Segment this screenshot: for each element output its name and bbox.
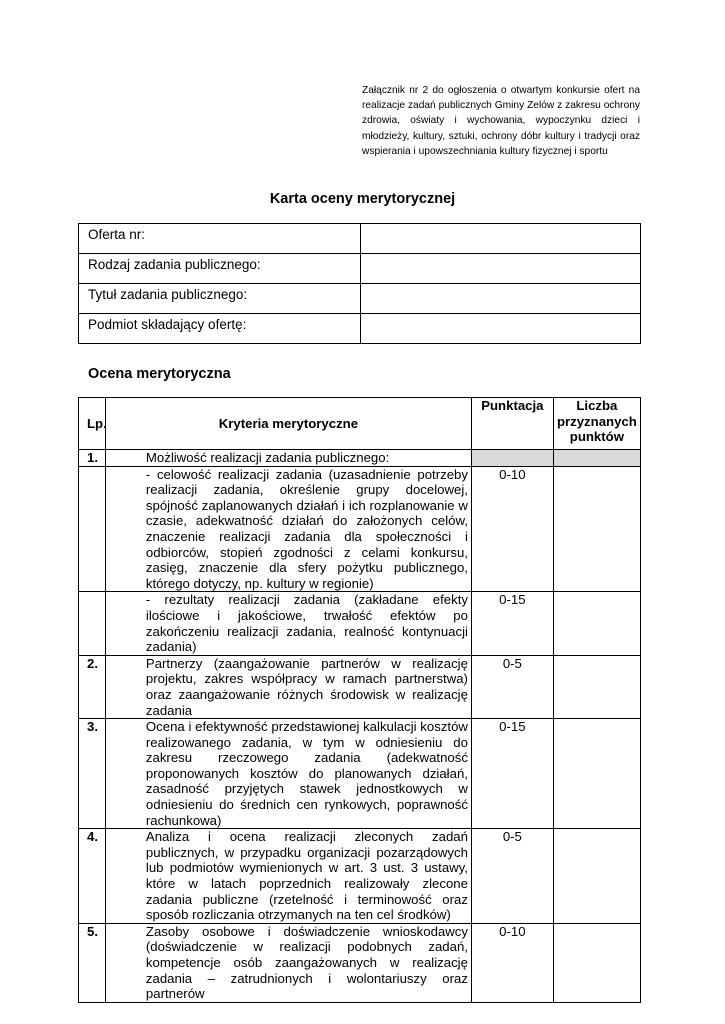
- points-range: 0-5: [471, 655, 553, 718]
- row-number-empty: [79, 592, 106, 655]
- awarded-points-field[interactable]: [553, 829, 640, 924]
- table-row: [79, 466, 641, 592]
- row-number: 2.: [79, 655, 106, 718]
- offer-number-field[interactable]: [361, 224, 641, 254]
- criterion-text: Ocena i efektywność przedstawionej kalkulacji kosztów realizowanego zadania, w tym w odniesieniu do zakresu rzeczowego zadania (adekwatność proponowanych kosztów do planowanych działań, zasadność przyjętych stawek jednostkowych w odniesieniu do średnich cen rynkowych, poprawność rachunkowa): [105, 719, 471, 829]
- section-heading: Ocena merytoryczna: [88, 366, 231, 382]
- submitting-entity-field[interactable]: [361, 314, 641, 344]
- table-row: [79, 829, 641, 924]
- criterion-text: - celowość realizacji zadania (uzasadnienie potrzeby realizacji zadania, określenie grupy docelowej, spójność zaplanowanych działań i ich rozplanowanie w czasie, adekwatność działań do założonych celów, znaczenie realizacji zadania dla społeczności i odbiorców, stopień zgodności z celami konkursu, zasięg, znaczenie dla sfery pożytku publicznego, którego dotyczy, np. kultury w regionie): [105, 466, 471, 592]
- table-row: [79, 224, 641, 254]
- points-range: 0-15: [471, 592, 553, 655]
- points-cell-disabled: [471, 450, 553, 467]
- header-lp: Lp.: [79, 398, 106, 450]
- row-number: 1.: [79, 450, 106, 467]
- criteria-table: [78, 397, 641, 1003]
- header-awarded: Liczba przyznanych punktów: [553, 398, 640, 450]
- criterion-title: Możliwość realizacji zadania publicznego:: [105, 450, 471, 467]
- points-range: 0-10: [471, 466, 553, 592]
- submitting-entity-label: Podmiot składający ofertę:: [79, 314, 361, 344]
- offer-info-table: [78, 223, 641, 344]
- table-row: [79, 719, 641, 829]
- criterion-text: Analiza i ocena realizacji zleconych zadań publicznych, w przypadku organizacji pozarządowych lub podmiotów wymienionych w art. 3 ust. 3 ustawy, które w latach poprzednich realizowały zlecone zadania publiczne (rzetelność i terminowość oraz sposób rozliczania otrzymanych na ten cel środków): [105, 829, 471, 924]
- criterion-text: Zasoby osobowe i doświadczenie wnioskodawcy (doświadczenie w realizacji podobnych zadań, kompetencje osób zaangażowanych w realizację zadania – zatrudnionych i wolontariuszy oraz partnerów: [105, 923, 471, 1002]
- points-range: 0-10: [471, 923, 553, 1002]
- offer-number-label: Oferta nr:: [79, 224, 361, 254]
- awarded-points-field[interactable]: [553, 923, 640, 1002]
- annex-note: Załącznik nr 2 do ogłoszenia o otwartym konkursie ofert na realizacje zadań publicznych Gminy Zelów z zakresu ochrony zdrowia, oświaty i wychowania, wypoczynku dzieci i młodzieży, kultury, sztuki, ochrony dóbr kultury i tradycji oraz wspierania i upowszechniania kultury fizycznej i sportu: [362, 85, 640, 157]
- header-criteria: Kryteria merytoryczne: [105, 398, 471, 450]
- awarded-cell-disabled: [553, 450, 640, 467]
- points-range: 0-15: [471, 719, 553, 829]
- header-points: Punktacja: [471, 398, 553, 450]
- row-number: 3.: [79, 719, 106, 829]
- awarded-points-field[interactable]: [553, 719, 640, 829]
- task-title-field[interactable]: [361, 284, 641, 314]
- table-row: [79, 254, 641, 284]
- row-number: 5.: [79, 923, 106, 1002]
- awarded-points-field[interactable]: [553, 655, 640, 718]
- awarded-points-field[interactable]: [553, 592, 640, 655]
- table-row: [79, 923, 641, 1002]
- page-title: Karta oceny merytorycznej: [269, 191, 456, 207]
- table-header-row: [79, 398, 641, 450]
- awarded-points-field[interactable]: [553, 466, 640, 592]
- criterion-text: Partnerzy (zaangażowanie partnerów w realizację projektu, zakres współpracy w ramach partnerstwa) oraz zaangażowanie różnych środowisk w realizację zadania: [105, 655, 471, 718]
- table-row: [79, 592, 641, 655]
- task-type-field[interactable]: [361, 254, 641, 284]
- task-title-label: Tytuł zadania publicznego:: [79, 284, 361, 314]
- table-row: [79, 450, 641, 467]
- table-row: [79, 655, 641, 718]
- points-range: 0-5: [471, 829, 553, 924]
- task-type-label: Rodzaj zadania publicznego:: [79, 254, 361, 284]
- row-number: 4.: [79, 829, 106, 924]
- table-row: [79, 284, 641, 314]
- criterion-text: - rezultaty realizacji zadania (zakładane efekty ilościowe i jakościowe, trwałość efektów po zakończeniu realizacji zadania, realność kontynuacji zadania): [105, 592, 471, 655]
- table-row: [79, 314, 641, 344]
- row-number-empty: [79, 466, 106, 592]
